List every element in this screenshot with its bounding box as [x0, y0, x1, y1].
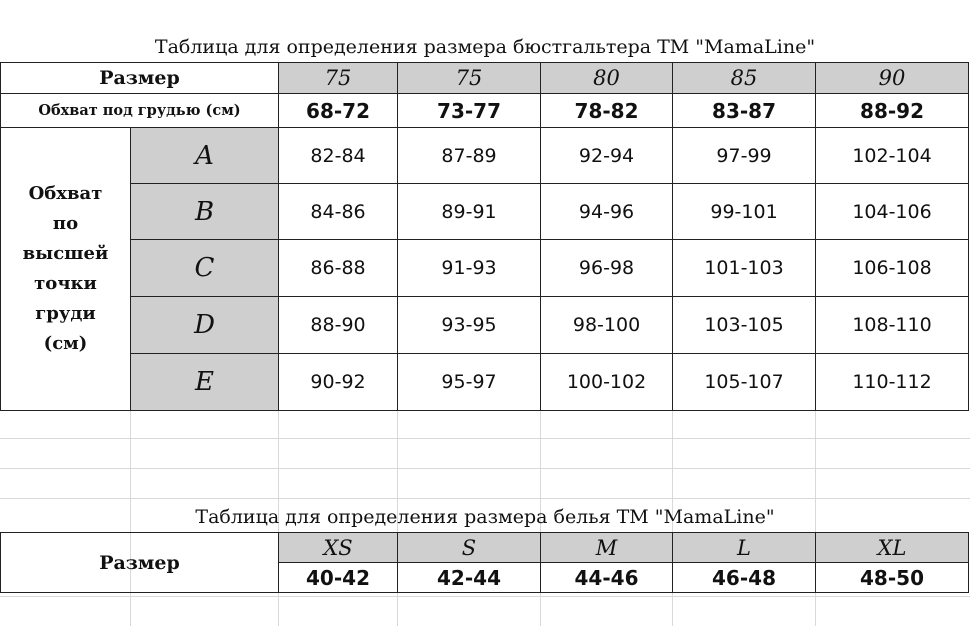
bust-value: 108-110: [816, 297, 969, 354]
bust-value: 105-107: [673, 354, 816, 411]
bust-value: 110-112: [816, 354, 969, 411]
cup-letter: B: [131, 184, 279, 240]
underbust-row: [1, 94, 969, 128]
underwear-size-label: Размер: [1, 533, 279, 593]
size-label: Размер: [1, 63, 279, 94]
bust-value: 91-93: [398, 240, 541, 297]
bust-value: 90-92: [279, 354, 398, 411]
underwear-range: 42-44: [398, 563, 541, 593]
cup-row: [1, 184, 969, 240]
bust-value: 100-102: [541, 354, 673, 411]
underwear-range: 48-50: [816, 563, 969, 593]
underwear-size-row: [1, 533, 969, 563]
cup-row: [1, 240, 969, 297]
cup-letter: E: [131, 354, 279, 411]
band-size: 75: [398, 63, 541, 94]
bust-value: 95-97: [398, 354, 541, 411]
underwear-range: 40-42: [279, 563, 398, 593]
underbust-value: 78-82: [541, 94, 673, 128]
underwear-size: XS: [279, 533, 398, 563]
bust-value: 99-101: [673, 184, 816, 240]
bust-value: 96-98: [541, 240, 673, 297]
underbust-value: 73-77: [398, 94, 541, 128]
bust-value: 89-91: [398, 184, 541, 240]
bust-value: 82-84: [279, 128, 398, 184]
underbust-label: Обхват под грудью (см): [1, 94, 279, 128]
cup-row: [1, 354, 969, 411]
underbust-value: 83-87: [673, 94, 816, 128]
bust-value: 84-86: [279, 184, 398, 240]
band-size: 75: [279, 63, 398, 94]
bust-value: 103-105: [673, 297, 816, 354]
bust-value: 106-108: [816, 240, 969, 297]
bust-label: Обхват по высшей точки груди (см): [1, 128, 131, 411]
cup-row: [1, 297, 969, 354]
cup-letter: A: [131, 128, 279, 184]
cup-letter: C: [131, 240, 279, 297]
bust-value: 86-88: [279, 240, 398, 297]
bust-value: 87-89: [398, 128, 541, 184]
bust-value: 98-100: [541, 297, 673, 354]
underwear-table-title: Таблица для определения размера белья ТМ "MamaLine": [195, 506, 775, 528]
underwear-size: L: [673, 533, 816, 563]
underbust-value: 88-92: [816, 94, 969, 128]
cup-row: [1, 128, 969, 184]
cup-letter: D: [131, 297, 279, 354]
underwear-size: M: [541, 533, 673, 563]
bust-value: 92-94: [541, 128, 673, 184]
underwear-size-table: [0, 532, 969, 593]
bra-size-table: [0, 62, 969, 411]
underwear-size: XL: [816, 533, 969, 563]
band-size: 85: [673, 63, 816, 94]
underwear-size: S: [398, 533, 541, 563]
bust-value: 101-103: [673, 240, 816, 297]
bust-value: 88-90: [279, 297, 398, 354]
underwear-range: 44-46: [541, 563, 673, 593]
bra-table-title: Таблица для определения размера бюстгальтера ТМ "MamaLine": [154, 36, 816, 58]
underwear-range: 46-48: [673, 563, 816, 593]
underbust-value: 68-72: [279, 94, 398, 128]
band-size: 90: [816, 63, 969, 94]
bust-value: 94-96: [541, 184, 673, 240]
size-row: [1, 63, 969, 94]
bust-value: 97-99: [673, 128, 816, 184]
band-size: 80: [541, 63, 673, 94]
bust-value: 93-95: [398, 297, 541, 354]
bust-value: 102-104: [816, 128, 969, 184]
bust-value: 104-106: [816, 184, 969, 240]
